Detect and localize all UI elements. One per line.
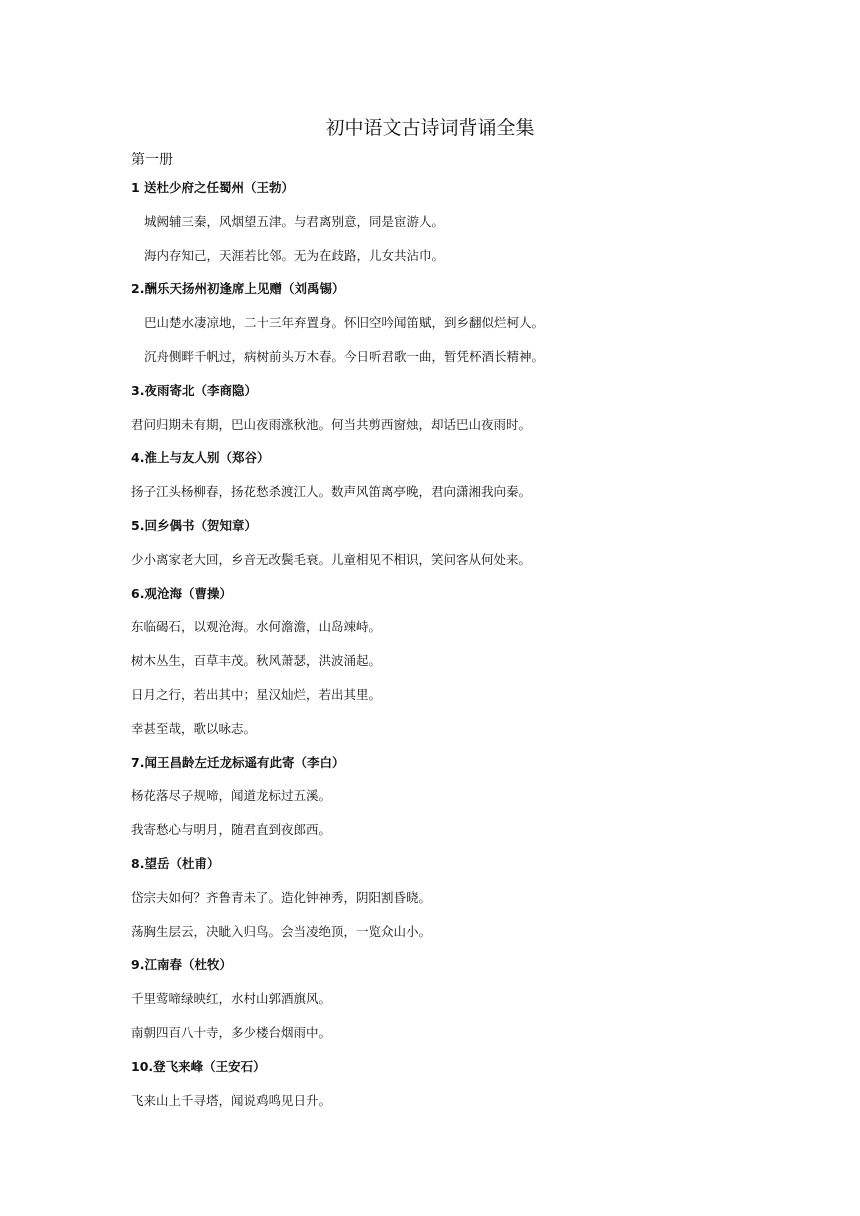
verse-line: 飞来山上千寻塔，闻说鸡鸣见日升。 — [131, 1092, 332, 1108]
verse-line: 杨花落尽子规啼，闻道龙标过五溪。 — [131, 788, 332, 804]
verse-line: 南朝四百八十寺，多少楼台烟雨中。 — [131, 1025, 332, 1040]
poem-heading: 10.登飞来峰（王安石） — [131, 1058, 266, 1074]
verse-line: 我寄愁心与明月，随君直到夜郎西。 — [131, 822, 332, 838]
verse-line: 沉舟侧畔千帆过，病树前头万木春。今日听君歌一曲，暂凭杯酒长精神。 — [144, 349, 545, 364]
verse-line: 巴山楚水凄凉地，二十三年弃置身。怀旧空吟闻笛赋，到乡翻似烂柯人。 — [144, 315, 545, 331]
verse-line: 城阙辅三秦，风烟望五津。与君离别意，同是宦游人。 — [144, 213, 445, 229]
document-title: 初中语文古诗词背诵全集 — [325, 117, 535, 139]
verse-line: 荡胸生层云，决眦入归鸟。会当凌绝顶，一览众山小。 — [131, 923, 432, 939]
verse-line: 日月之行，若出其中；星汉灿烂，若出其里。 — [131, 687, 382, 702]
verse-line: 树木丛生，百草丰茂。秋风萧瑟，洪波涌起。 — [131, 653, 382, 669]
poem-heading: 6.观沧海（曹操） — [131, 585, 232, 601]
verse-line: 东临碣石，以观沧海。水何澹澹，山岛竦峙。 — [131, 619, 382, 635]
verse-line: 幸甚至哉，歌以咏志。 — [131, 720, 257, 736]
verse-line: 扬子江头杨柳春，扬花愁杀渡江人。数声风笛离亭晚，君向潇湘我向秦。 — [131, 484, 532, 500]
poem-heading: 7.闻王昌龄左迁龙标遥有此寄（李白） — [131, 754, 345, 770]
verse-line: 君问归期未有期，巴山夜雨涨秋池。何当共剪西窗烛，却话巴山夜雨时。 — [131, 416, 532, 432]
verse-line: 岱宗夫如何？齐鲁青未了。造化钟神秀，阴阳割昏晓。 — [131, 889, 432, 905]
verse-line: 少小离家老大回，乡音无改鬓毛衰。儿童相见不相识，笑问客从何处来。 — [131, 551, 532, 567]
poem-heading: 2.酬乐天扬州初逢席上见赠（刘禹锡） — [131, 281, 345, 297]
verse-line: 海内存知己，天涯若比邻。无为在歧路，儿女共沾巾。 — [144, 247, 445, 263]
poem-heading: 3.夜雨寄北（李商隐） — [131, 382, 257, 398]
poem-heading: 4.淮上与友人别（郑谷） — [131, 450, 270, 466]
poem-heading: 9.江南春（杜牧） — [131, 957, 232, 973]
poem-heading: 8.望岳（杜甫） — [131, 856, 220, 871]
verse-line: 千里莺啼绿映红，水村山郭酒旗风。 — [131, 991, 332, 1007]
book-label: 第一册 — [131, 152, 173, 168]
poem-heading: 5.回乡偶书（贺知章） — [131, 518, 257, 533]
poem-heading: 1 送杜少府之任蜀州（王勃） — [131, 180, 295, 195]
